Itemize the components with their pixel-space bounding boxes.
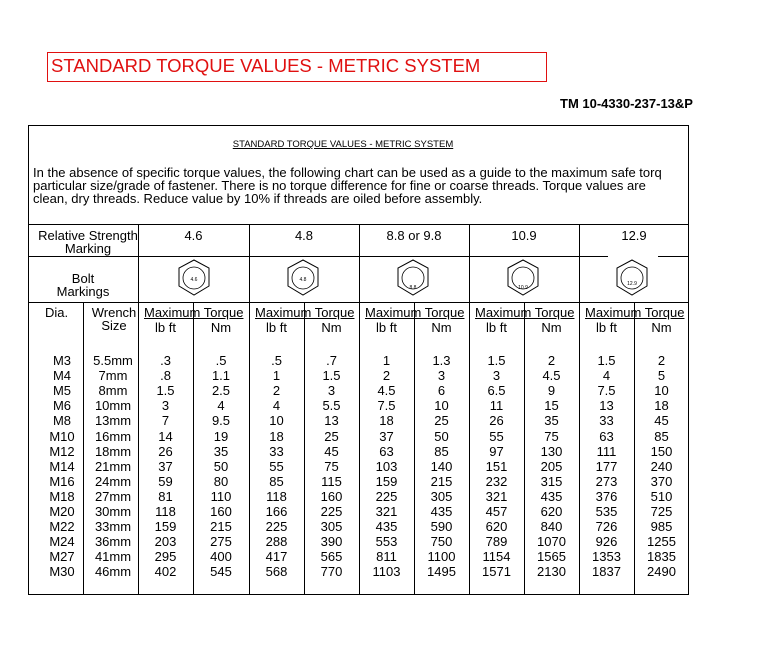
wrench-cell: 41mm	[94, 549, 132, 565]
torque-cell: 565	[320, 549, 343, 565]
wrench-cell: 36mm	[94, 534, 132, 550]
torque-cell: 510	[650, 488, 673, 504]
torque-cell: 1070	[537, 534, 566, 550]
torque-cell: 45	[324, 443, 339, 459]
torque-cell: 166	[265, 504, 288, 519]
torque-cell: 18	[269, 428, 284, 444]
dia-cell: M5	[52, 383, 72, 399]
torque-cell: 305	[320, 519, 343, 535]
torque-cell: 295	[154, 549, 177, 565]
torque-cell: 33	[599, 413, 614, 429]
wrench-cell: 5.5mm	[93, 353, 133, 368]
torque-cell: 553	[375, 534, 398, 550]
torque-cell: 435	[540, 488, 563, 504]
torque-cell: 3	[437, 368, 446, 384]
torque-cell: 275	[210, 534, 232, 550]
torque-cell: 37	[158, 458, 173, 474]
torque-cell: 81	[158, 488, 173, 504]
table-title: STANDARD TORQUE VALUES - METRIC SYSTEM	[232, 139, 454, 150]
strength-label: Relative Strength Marking	[38, 228, 138, 256]
wrench-cell: 18mm	[94, 443, 132, 459]
torque-cell: 568	[265, 564, 288, 580]
torque-cell: .7	[326, 353, 337, 368]
torque-cell: 115	[321, 473, 342, 489]
intro-line-1: In the absence of specific torque values, the following chart can be used as a guide to the maximum safe torq	[33, 165, 662, 180]
torque-cell: 2490	[647, 564, 676, 580]
torque-cell: 9	[547, 383, 556, 399]
torque-cell: 1154	[482, 549, 511, 565]
grade-8-8: 8.8 or 9.8	[386, 228, 442, 243]
bolt-head-icon-10-9	[503, 258, 543, 298]
torque-cell: .5	[271, 353, 282, 368]
torque-cell: 25	[434, 413, 449, 429]
torque-cell: 985	[650, 519, 673, 535]
torque-cell: 1565	[537, 549, 566, 565]
doc-number: TM 10-4330-237-13&P	[560, 96, 693, 111]
max-torque-header-4: Maximum Torque	[475, 305, 575, 320]
torque-cell: 811	[376, 549, 397, 565]
wrench-cell: 8mm	[98, 383, 128, 399]
dia-cell: M16	[49, 473, 75, 489]
torque-cell: 305	[430, 488, 453, 504]
torque-cell: 545	[210, 564, 232, 580]
dia-cell: M14	[49, 458, 75, 474]
torque-cell: 5	[657, 368, 666, 384]
torque-cell: 2130	[537, 564, 566, 580]
torque-cell: 85	[434, 443, 449, 459]
document-title: STANDARD TORQUE VALUES - METRIC SYSTEM	[47, 52, 547, 82]
torque-cell: 7.5	[597, 383, 616, 399]
bolt-head-icon-12-9	[612, 258, 652, 298]
torque-cell: 770	[320, 564, 343, 580]
torque-cell: 1571	[482, 564, 511, 580]
torque-cell: 159	[375, 473, 398, 489]
torque-cell: 10	[434, 398, 449, 414]
torque-cell: 1100	[427, 549, 456, 565]
torque-cell: 110	[210, 488, 232, 504]
torque-cell: 1353	[592, 549, 621, 565]
grade-10-9: 10.9	[511, 228, 537, 243]
torque-cell: 321	[375, 504, 398, 519]
torque-cell: 620	[485, 519, 508, 535]
intro-paragraph	[33, 166, 768, 205]
torque-cell: 1.1	[211, 368, 231, 384]
wrench-cell: 24mm	[94, 473, 132, 489]
dia-cell: M8	[52, 413, 72, 429]
torque-cell: 232	[485, 473, 508, 489]
torque-cell: 1495	[427, 564, 456, 580]
torque-cell: 376	[595, 488, 618, 504]
wrench-cell: 10mm	[94, 398, 132, 414]
torque-cell: 118	[266, 488, 287, 504]
dia-cell: M3	[52, 353, 72, 368]
torque-cell: 55	[489, 428, 504, 444]
torque-cell: 103	[375, 458, 398, 474]
torque-cell: 2	[382, 368, 391, 384]
torque-cell: 18	[379, 413, 394, 429]
vsep-dia	[83, 302, 84, 594]
torque-cell: 35	[213, 443, 229, 459]
torque-cell: 9.5	[211, 413, 231, 429]
max-torque-header-3: Maximum Torque	[365, 305, 465, 320]
torque-cell: 159	[154, 519, 177, 535]
torque-cell: 118	[155, 504, 176, 519]
torque-cell: 50	[434, 428, 449, 444]
torque-cell: 160	[210, 504, 232, 519]
wrench-cell: 7mm	[98, 368, 128, 384]
torque-cell: 1255	[647, 534, 676, 550]
torque-cell: 225	[265, 519, 288, 535]
torque-cell: 19	[213, 428, 229, 444]
torque-cell: 225	[375, 488, 398, 504]
intro-line-2: particular size/grade of fastener. There is no torque difference for fine or coarse threads. Torque values are	[33, 178, 646, 193]
max-torque-header-2: Maximum Torque	[255, 305, 355, 320]
bolt-head-icon-4-8	[283, 258, 323, 298]
torque-cell: 1835	[647, 549, 676, 565]
torque-cell: 2	[272, 383, 281, 399]
torque-cell: 926	[595, 534, 618, 550]
torque-cell: 435	[430, 504, 453, 519]
torque-cell: 177	[595, 458, 618, 474]
rule-bolt-top	[28, 256, 148, 257]
torque-cell: 11	[489, 398, 504, 414]
torque-cell: 25	[324, 428, 339, 444]
torque-cell: 140	[430, 458, 453, 474]
torque-cell: 2	[547, 353, 556, 368]
torque-cell: 215	[210, 519, 232, 535]
torque-cell: 50	[213, 458, 229, 474]
torque-cell: 160	[320, 488, 343, 504]
torque-cell: 37	[379, 428, 394, 444]
bolt-mark-4-6: 4.6	[190, 277, 198, 283]
torque-cell: 63	[599, 428, 614, 444]
wrench-header: Wrench Size	[91, 305, 137, 333]
torque-cell: 55	[269, 458, 284, 474]
torque-cell: 151	[485, 458, 508, 474]
torque-cell: 725	[650, 504, 673, 519]
torque-cell: 457	[485, 504, 508, 519]
unit-lbft-2: lb ft	[266, 320, 287, 335]
bolt-mark-4-8: 4.8	[299, 277, 307, 283]
torque-cell: 75	[324, 458, 339, 474]
torque-cell: 4	[602, 368, 611, 384]
torque-cell: 620	[540, 504, 563, 519]
max-torque-header-1: Maximum Torque	[144, 305, 244, 320]
torque-cell: 1.5	[487, 353, 506, 368]
torque-cell: 6	[437, 383, 446, 399]
dia-cell: M27	[49, 549, 75, 565]
bolt-mark-10-9: 10.9	[518, 285, 528, 291]
torque-cell: 85	[654, 428, 669, 444]
torque-cell: 75	[544, 428, 559, 444]
torque-cell: 2	[657, 353, 666, 368]
grade-4-6: 4.6	[184, 228, 203, 243]
dia-cell: M6	[52, 398, 72, 414]
dia-cell: M22	[49, 519, 75, 535]
torque-cell: 4	[217, 398, 225, 414]
dia-cell: M30	[49, 564, 75, 580]
torque-cell: .5	[215, 353, 227, 368]
torque-cell: 13	[324, 413, 339, 429]
torque-cell: 590	[430, 519, 453, 535]
torque-cell: 3	[327, 383, 336, 399]
torque-cell: 726	[595, 519, 618, 535]
torque-cell: 1	[382, 353, 391, 368]
torque-cell: 1.5	[322, 368, 341, 384]
torque-cell: 7.5	[377, 398, 396, 414]
torque-cell: 4	[272, 398, 281, 414]
torque-cell: 1.3	[432, 353, 451, 368]
torque-cell: 390	[320, 534, 343, 550]
torque-cell: 435	[375, 519, 398, 535]
torque-cell: 1.5	[597, 353, 616, 368]
intro-line-3: clean, dry threads. Reduce value by 10% if threads are oiled before assembly.	[33, 191, 483, 206]
wrench-cell: 46mm	[94, 564, 132, 580]
torque-cell: 1.5	[156, 383, 175, 399]
torque-cell: 4.5	[377, 383, 396, 399]
dia-cell: M24	[49, 534, 75, 550]
torque-cell: 215	[430, 473, 453, 489]
torque-cell: 321	[485, 488, 508, 504]
rule-bottom	[28, 594, 689, 595]
dia-cell: M4	[52, 368, 72, 384]
rule-bolt-top-right	[658, 256, 689, 257]
unit-lbft-1: lb ft	[155, 320, 176, 335]
torque-cell: 10	[654, 383, 669, 399]
torque-cell: 33	[269, 443, 284, 459]
max-torque-header-5: Maximum Torque	[585, 305, 685, 320]
torque-cell: 417	[265, 549, 288, 565]
torque-cell: 7	[161, 413, 170, 429]
unit-nm-3: Nm	[431, 320, 452, 335]
torque-cell: 59	[158, 473, 173, 489]
torque-cell: 240	[650, 458, 673, 474]
torque-cell: 150	[650, 443, 673, 459]
torque-cell: 789	[485, 534, 508, 550]
torque-cell: 15	[544, 398, 559, 414]
grade-4-8: 4.8	[294, 228, 314, 243]
torque-cell: 225	[320, 504, 343, 519]
torque-cell: 205	[540, 458, 563, 474]
bolt-head-icon-4-6	[174, 258, 214, 298]
unit-lbft-5: lb ft	[596, 320, 617, 335]
rule-bolt-top-mid	[148, 256, 608, 257]
torque-cell: 5.5	[322, 398, 341, 414]
bolt-mark-8-8: 8.8	[409, 285, 417, 291]
torque-cell: 203	[154, 534, 177, 550]
dia-header: Dia.	[45, 305, 69, 320]
torque-cell: 750	[430, 534, 453, 550]
torque-cell: 1103	[372, 564, 401, 580]
torque-cell: 840	[540, 519, 563, 535]
bolt-label: Bolt Markings	[56, 271, 110, 299]
torque-cell: 273	[595, 473, 618, 489]
torque-cell: 63	[379, 443, 394, 459]
torque-cell: 400	[210, 549, 232, 565]
torque-cell: 4.5	[542, 368, 561, 384]
torque-cell: 288	[265, 534, 288, 550]
unit-nm-4: Nm	[541, 320, 562, 335]
torque-cell: 402	[154, 564, 177, 580]
unit-lbft-4: lb ft	[486, 320, 507, 335]
torque-cell: 6.5	[487, 383, 506, 399]
wrench-cell: 16mm	[94, 428, 132, 444]
dia-cell: M18	[49, 488, 75, 504]
unit-nm-1: Nm	[210, 320, 232, 335]
unit-lbft-3: lb ft	[376, 320, 397, 335]
torque-cell: 130	[540, 443, 563, 459]
torque-cell: 18	[654, 398, 669, 414]
torque-cell: 85	[269, 473, 284, 489]
torque-cell: .3	[160, 353, 171, 368]
wrench-cell: 13mm	[94, 413, 132, 429]
wrench-cell: 27mm	[94, 488, 132, 504]
grade-12-9: 12.9	[621, 228, 647, 243]
torque-cell: 26	[489, 413, 504, 429]
wrench-cell: 21mm	[94, 458, 132, 474]
unit-nm-2: Nm	[321, 320, 342, 335]
torque-cell: 111	[596, 443, 617, 459]
torque-cell: 315	[540, 473, 563, 489]
bolt-head-icon-8-8	[393, 258, 433, 298]
torque-cell: 45	[654, 413, 669, 429]
torque-cell: 2.5	[211, 383, 231, 399]
torque-cell: 1837	[592, 564, 621, 580]
torque-cell: 3	[161, 398, 170, 414]
torque-cell: 1	[272, 368, 281, 384]
torque-cell: 13	[599, 398, 614, 414]
torque-cell: 535	[595, 504, 618, 519]
torque-cell: 370	[650, 473, 673, 489]
wrench-cell: 30mm	[94, 504, 132, 519]
torque-cell: 35	[544, 413, 559, 429]
dia-cell: M12	[49, 443, 75, 459]
torque-cell: .8	[160, 368, 171, 384]
dia-cell: M20	[49, 504, 75, 519]
torque-cell: 80	[213, 473, 229, 489]
bolt-mark-12-9: 12.9	[627, 281, 637, 287]
torque-cell: 3	[492, 368, 501, 384]
torque-cell: 26	[158, 443, 173, 459]
unit-nm-5: Nm	[651, 320, 672, 335]
dia-cell: M10	[49, 428, 75, 444]
torque-cell: 97	[489, 443, 504, 459]
torque-cell: 14	[158, 428, 173, 444]
wrench-cell: 33mm	[94, 519, 132, 535]
torque-cell: 10	[269, 413, 284, 429]
